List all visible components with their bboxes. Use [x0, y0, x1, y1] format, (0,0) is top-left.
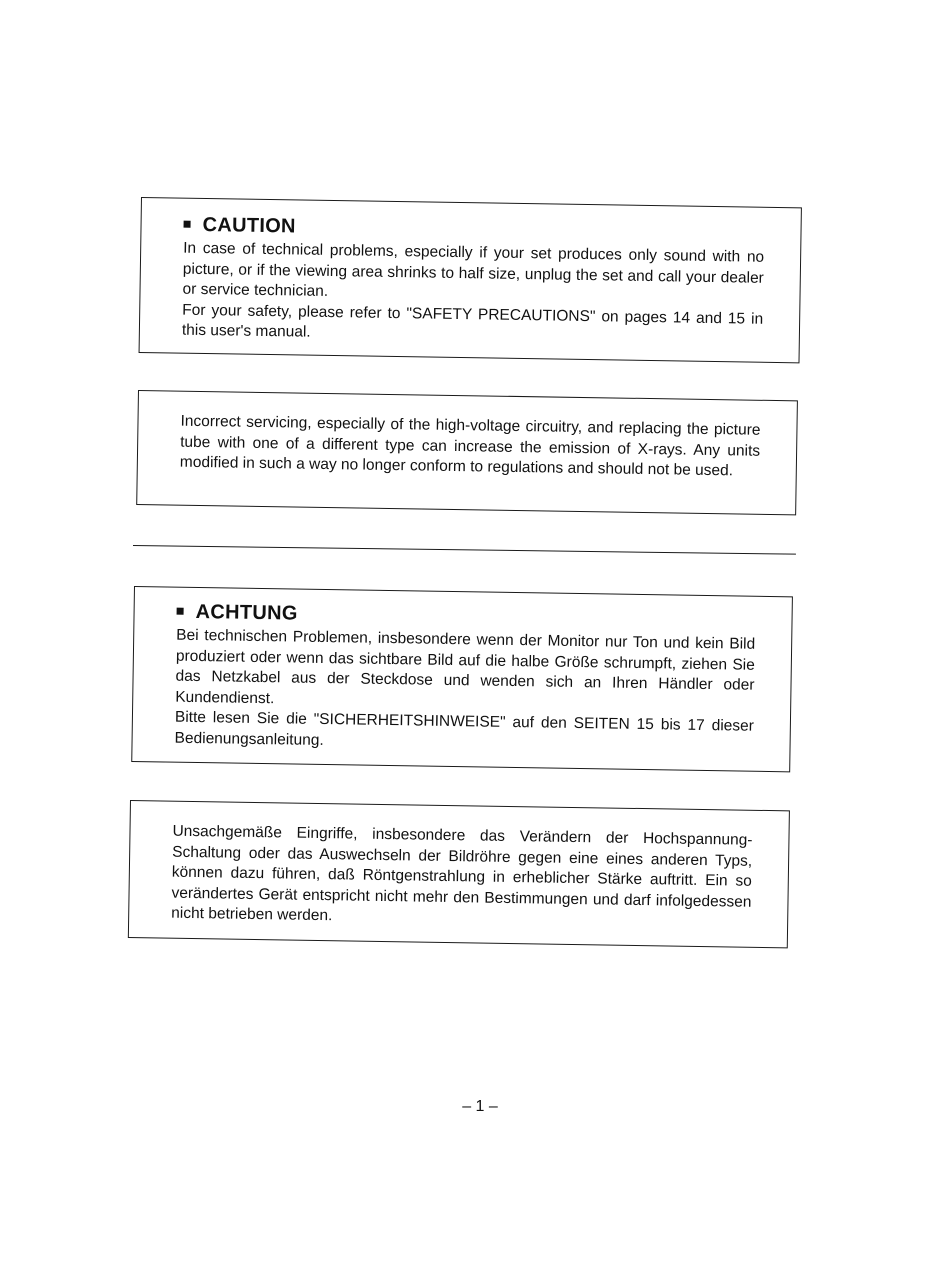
caution-heading-text-de: ACHTUNG	[195, 600, 298, 625]
xray-warning-content-de	[171, 822, 753, 934]
square-bullet-icon	[184, 221, 191, 228]
xray-warning-text-en: Incorrect servicing, especially of the high-voltage circuitry, and replacing the picture tube with one of a different type can increase the emission of X-rays. Any units modified in such a way no longer conform to regulations and should not be used.	[179, 412, 761, 480]
page-number: – 1 –	[462, 1098, 498, 1115]
caution-paragraph-en-1: In case of technical problems, especially if your set produces only sound with no picture, or if the viewing area shrinks to half size, unplug the set and call your dealer or service technician.	[182, 239, 765, 300]
caution-heading-text-en: CAUTION	[202, 213, 296, 238]
caution-paragraph-de-1: Bei technischen Problemen, insbesondere wenn der Monitor nur Ton und kein Bild produziert oder wenn das sichtbare Bild auf die halbe Größe schrumpft, ziehen Sie das Netzkabel aus der Steckdose und wenden sich an Ihren Händler oder Kundendienst.	[175, 626, 756, 707]
caution-paragraph-de-2: Bitte lesen Sie die "SICHERHEITSHINWEISE" auf den SEITEN 15 bis 17 dieser Bedienungsanleitung.	[174, 708, 755, 749]
xray-warning-text-de: Unsachgemäße Eingriffe, insbesondere das Verändern der Hochspannung-Schaltung oder das Auswechseln der Bildröhre gegen eine eines anderen Typs, können dazu führen, daß Röntgenstrahlung in erheblicher Stärke auftritt. Ein so verändertes Gerät entspricht nicht mehr den Bestimmungen und darf infolgedessen nicht betrieben werden.	[171, 822, 753, 925]
caution-paragraph-en-2: For your safety, please refer to "SAFETY PRECAUTIONS" on pages 14 and 15 in this user's manual.	[181, 301, 764, 341]
xray-warning-box-de	[128, 800, 790, 948]
xray-warning-content-en	[180, 412, 761, 483]
caution-box-de	[131, 586, 793, 772]
caution-content-en	[182, 213, 765, 351]
caution-box-en	[139, 197, 802, 363]
section-divider	[133, 545, 796, 555]
xray-warning-box-en	[136, 390, 798, 515]
square-bullet-icon	[177, 608, 184, 615]
caution-content-de	[174, 600, 755, 758]
